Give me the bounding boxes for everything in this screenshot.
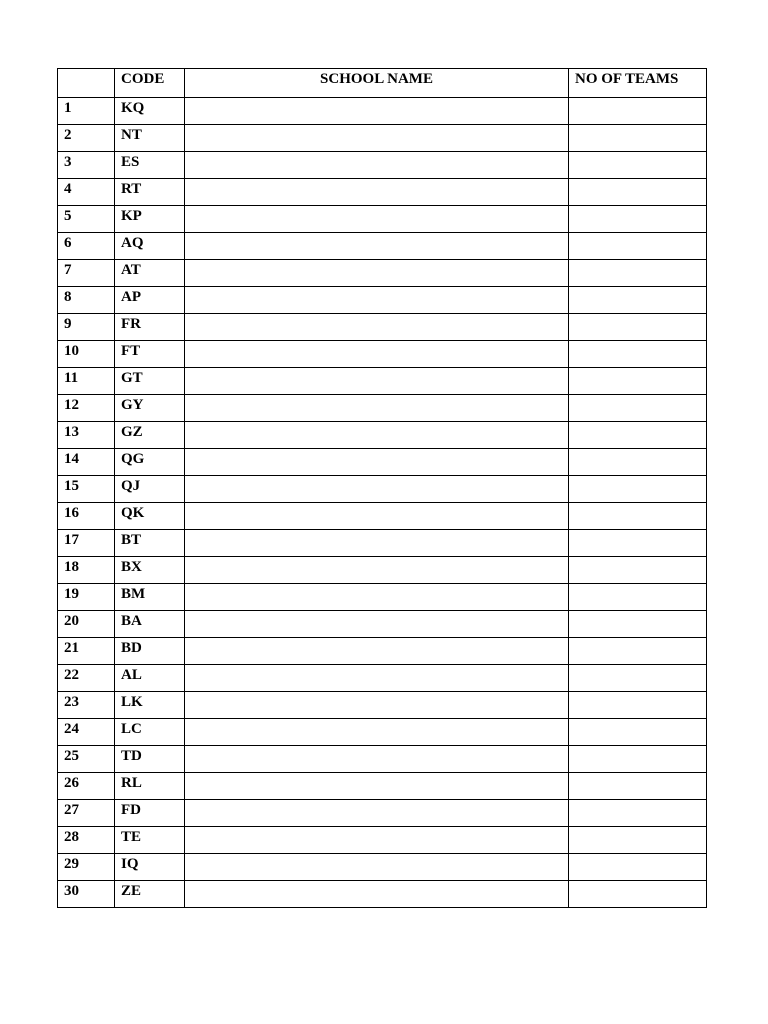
table-row xyxy=(58,854,707,881)
code-cell: BM xyxy=(115,584,185,611)
code-cell: IQ xyxy=(115,854,185,881)
code-cell: QG xyxy=(115,449,185,476)
school-name-cell[interactable] xyxy=(185,98,569,125)
no-of-teams-cell[interactable] xyxy=(569,773,707,800)
row-number-cell: 1 xyxy=(58,98,115,125)
school-name-cell[interactable] xyxy=(185,152,569,179)
row-number-cell: 26 xyxy=(58,773,115,800)
table-row xyxy=(58,773,707,800)
code-cell: KQ xyxy=(115,98,185,125)
code-cell: RL xyxy=(115,773,185,800)
row-number-cell: 2 xyxy=(58,125,115,152)
no-of-teams-cell[interactable] xyxy=(569,800,707,827)
row-number-cell: 27 xyxy=(58,800,115,827)
no-of-teams-cell[interactable] xyxy=(569,152,707,179)
table-row xyxy=(58,881,707,908)
row-number-cell: 19 xyxy=(58,584,115,611)
school-name-cell[interactable] xyxy=(185,287,569,314)
code-cell: TE xyxy=(115,827,185,854)
no-of-teams-cell[interactable] xyxy=(569,125,707,152)
school-name-cell[interactable] xyxy=(185,800,569,827)
row-number-cell: 4 xyxy=(58,179,115,206)
row-number-cell: 20 xyxy=(58,611,115,638)
school-name-cell[interactable] xyxy=(185,557,569,584)
row-number-cell: 21 xyxy=(58,638,115,665)
table-row xyxy=(58,125,707,152)
code-cell: FD xyxy=(115,800,185,827)
table-row xyxy=(58,179,707,206)
row-number-cell: 28 xyxy=(58,827,115,854)
no-of-teams-cell[interactable] xyxy=(569,638,707,665)
row-number-cell: 24 xyxy=(58,719,115,746)
no-of-teams-cell[interactable] xyxy=(569,746,707,773)
school-name-cell[interactable] xyxy=(185,530,569,557)
row-number-cell: 15 xyxy=(58,476,115,503)
no-of-teams-cell[interactable] xyxy=(569,692,707,719)
no-of-teams-cell[interactable] xyxy=(569,611,707,638)
code-cell: QK xyxy=(115,503,185,530)
no-of-teams-cell[interactable] xyxy=(569,557,707,584)
table-header-row xyxy=(58,69,707,98)
row-number-cell: 6 xyxy=(58,233,115,260)
school-name-cell[interactable] xyxy=(185,206,569,233)
school-name-cell[interactable] xyxy=(185,503,569,530)
table-row xyxy=(58,260,707,287)
table-row xyxy=(58,692,707,719)
table-row xyxy=(58,827,707,854)
table-row xyxy=(58,557,707,584)
row-number-cell: 22 xyxy=(58,665,115,692)
code-cell: AL xyxy=(115,665,185,692)
school-name-cell[interactable] xyxy=(185,395,569,422)
code-cell: KP xyxy=(115,206,185,233)
row-number-cell: 11 xyxy=(58,368,115,395)
no-of-teams-cell[interactable] xyxy=(569,98,707,125)
school-name-cell[interactable] xyxy=(185,719,569,746)
school-name-cell[interactable] xyxy=(185,584,569,611)
no-of-teams-cell[interactable] xyxy=(569,233,707,260)
school-name-cell[interactable] xyxy=(185,476,569,503)
school-name-cell[interactable] xyxy=(185,233,569,260)
code-cell: LC xyxy=(115,719,185,746)
code-cell: GY xyxy=(115,395,185,422)
no-of-teams-cell[interactable] xyxy=(569,881,707,908)
row-number-cell: 10 xyxy=(58,341,115,368)
row-number-cell: 8 xyxy=(58,287,115,314)
table-row xyxy=(58,152,707,179)
row-number-cell: 5 xyxy=(58,206,115,233)
code-cell: GZ xyxy=(115,422,185,449)
table-row xyxy=(58,476,707,503)
row-number-cell: 12 xyxy=(58,395,115,422)
no-of-teams-cell[interactable] xyxy=(569,422,707,449)
code-cell: FR xyxy=(115,314,185,341)
table-row xyxy=(58,98,707,125)
table-row xyxy=(58,746,707,773)
school-name-cell[interactable] xyxy=(185,746,569,773)
code-cell: LK xyxy=(115,692,185,719)
no-of-teams-cell[interactable] xyxy=(569,530,707,557)
school-name-cell[interactable] xyxy=(185,827,569,854)
table-row xyxy=(58,449,707,476)
school-name-cell[interactable] xyxy=(185,260,569,287)
row-number-cell: 29 xyxy=(58,854,115,881)
code-cell: AT xyxy=(115,260,185,287)
no-of-teams-cell[interactable] xyxy=(569,287,707,314)
table-row xyxy=(58,314,707,341)
code-cell: BA xyxy=(115,611,185,638)
no-of-teams-cell[interactable] xyxy=(569,827,707,854)
header-school-name: SCHOOL NAME xyxy=(185,69,569,98)
code-cell: FT xyxy=(115,341,185,368)
table-row xyxy=(58,368,707,395)
table-row xyxy=(58,233,707,260)
school-name-cell[interactable] xyxy=(185,125,569,152)
no-of-teams-cell[interactable] xyxy=(569,503,707,530)
code-cell: BD xyxy=(115,638,185,665)
school-name-cell[interactable] xyxy=(185,854,569,881)
code-cell: AP xyxy=(115,287,185,314)
table-row xyxy=(58,665,707,692)
code-cell: GT xyxy=(115,368,185,395)
no-of-teams-cell[interactable] xyxy=(569,449,707,476)
school-name-cell[interactable] xyxy=(185,422,569,449)
table-row xyxy=(58,503,707,530)
code-cell: NT xyxy=(115,125,185,152)
no-of-teams-cell[interactable] xyxy=(569,665,707,692)
code-cell: ES xyxy=(115,152,185,179)
no-of-teams-cell[interactable] xyxy=(569,260,707,287)
row-number-cell: 13 xyxy=(58,422,115,449)
school-name-cell[interactable] xyxy=(185,368,569,395)
row-number-cell: 17 xyxy=(58,530,115,557)
no-of-teams-cell[interactable] xyxy=(569,854,707,881)
header-code: CODE xyxy=(115,69,185,98)
no-of-teams-cell[interactable] xyxy=(569,584,707,611)
code-cell: RT xyxy=(115,179,185,206)
school-name-cell[interactable] xyxy=(185,341,569,368)
no-of-teams-cell[interactable] xyxy=(569,314,707,341)
school-name-cell[interactable] xyxy=(185,881,569,908)
table-row xyxy=(58,800,707,827)
table-row xyxy=(58,341,707,368)
school-name-cell[interactable] xyxy=(185,449,569,476)
header-no-of-teams: NO OF TEAMS xyxy=(569,69,707,98)
table-row xyxy=(58,719,707,746)
table-row xyxy=(58,584,707,611)
table-row xyxy=(58,638,707,665)
code-cell: BT xyxy=(115,530,185,557)
no-of-teams-cell[interactable] xyxy=(569,179,707,206)
no-of-teams-cell[interactable] xyxy=(569,476,707,503)
table-row xyxy=(58,422,707,449)
row-number-cell: 18 xyxy=(58,557,115,584)
school-name-cell[interactable] xyxy=(185,314,569,341)
no-of-teams-cell[interactable] xyxy=(569,395,707,422)
row-number-cell: 9 xyxy=(58,314,115,341)
header-number xyxy=(58,69,115,98)
school-name-cell[interactable] xyxy=(185,638,569,665)
code-cell: BX xyxy=(115,557,185,584)
row-number-cell: 16 xyxy=(58,503,115,530)
table-body xyxy=(58,98,707,908)
row-number-cell: 7 xyxy=(58,260,115,287)
school-name-cell[interactable] xyxy=(185,692,569,719)
code-cell: TD xyxy=(115,746,185,773)
no-of-teams-cell[interactable] xyxy=(569,719,707,746)
school-name-cell[interactable] xyxy=(185,665,569,692)
no-of-teams-cell[interactable] xyxy=(569,206,707,233)
code-cell: ZE xyxy=(115,881,185,908)
table-row xyxy=(58,206,707,233)
school-name-cell[interactable] xyxy=(185,773,569,800)
table-row xyxy=(58,611,707,638)
row-number-cell: 23 xyxy=(58,692,115,719)
row-number-cell: 3 xyxy=(58,152,115,179)
schools-table xyxy=(57,68,707,908)
school-name-cell[interactable] xyxy=(185,611,569,638)
table-row xyxy=(58,530,707,557)
table-row xyxy=(58,395,707,422)
school-name-cell[interactable] xyxy=(185,179,569,206)
code-cell: AQ xyxy=(115,233,185,260)
no-of-teams-cell[interactable] xyxy=(569,368,707,395)
row-number-cell: 30 xyxy=(58,881,115,908)
table-row xyxy=(58,287,707,314)
row-number-cell: 14 xyxy=(58,449,115,476)
row-number-cell: 25 xyxy=(58,746,115,773)
code-cell: QJ xyxy=(115,476,185,503)
no-of-teams-cell[interactable] xyxy=(569,341,707,368)
